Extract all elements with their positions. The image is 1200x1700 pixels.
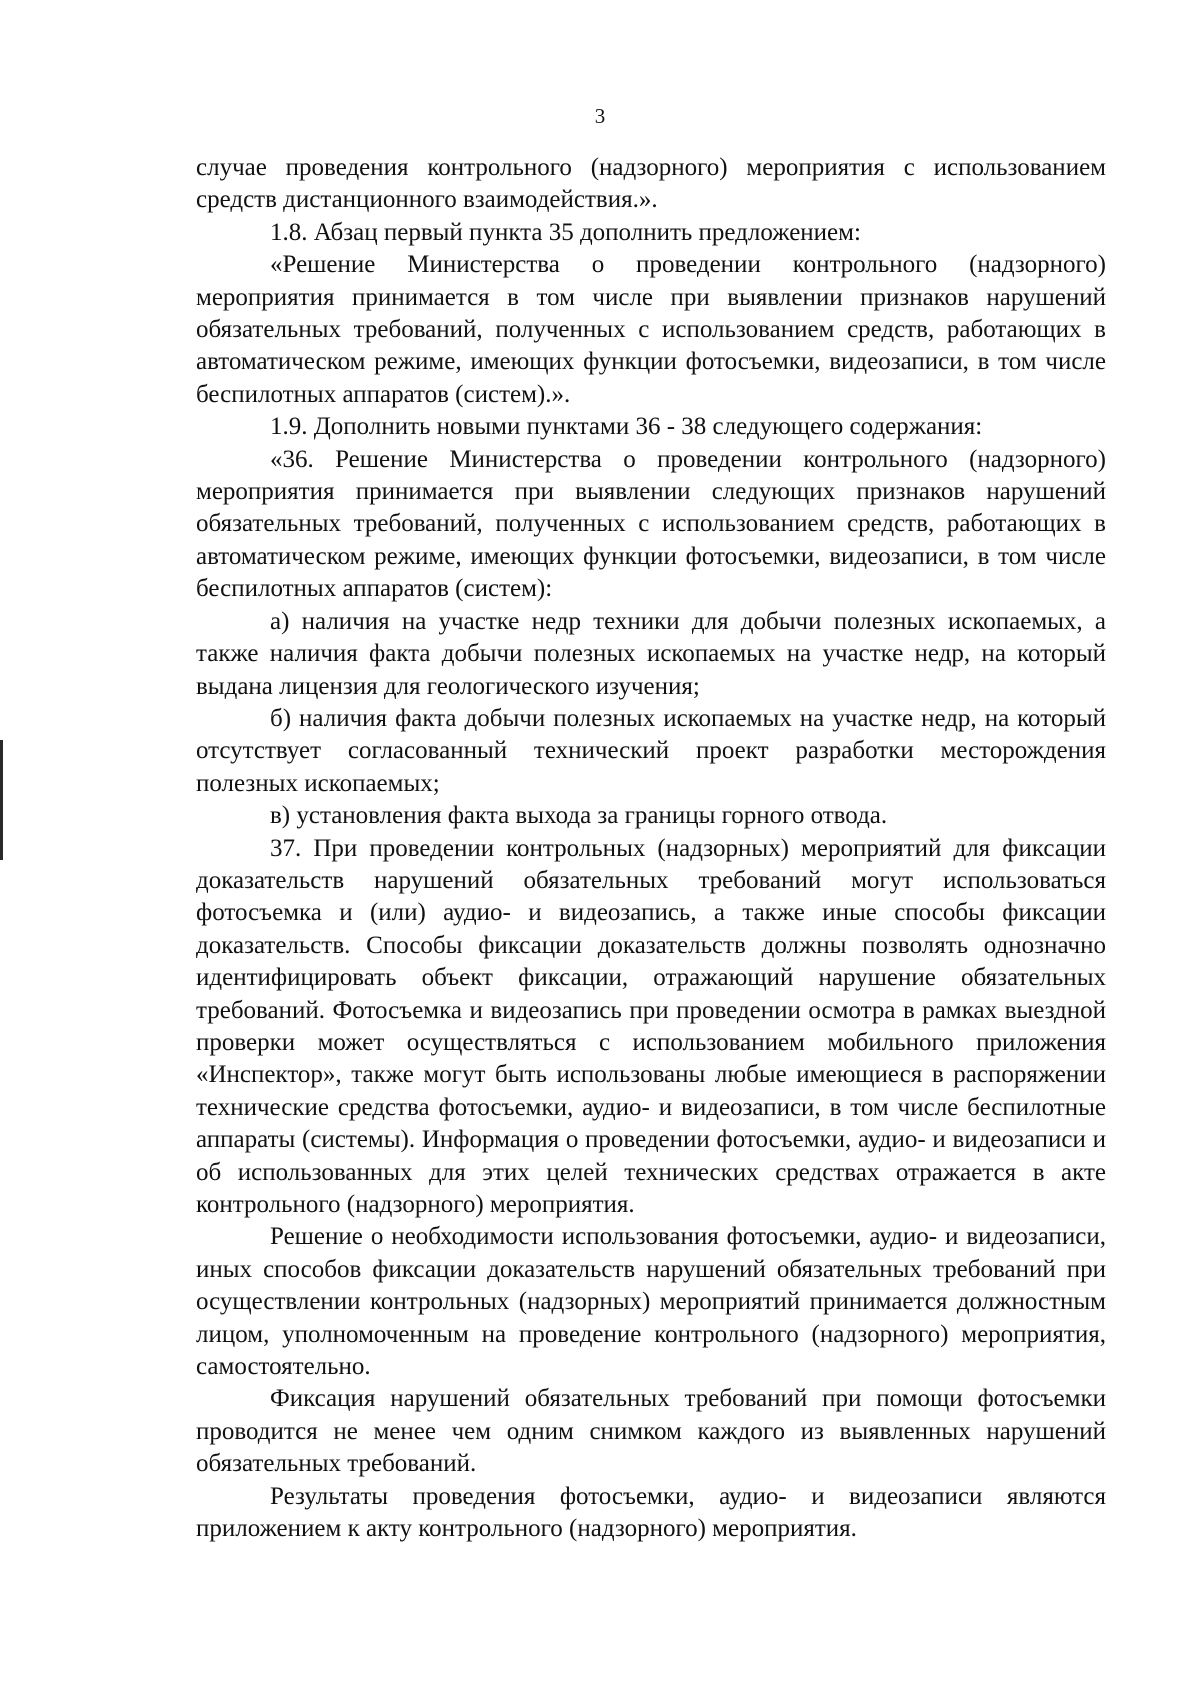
paragraph: «Решение Министерства о проведении контрольного (надзорного) мероприятия принимается в том числе при выявлении признаков нарушений обязательных требований, полученных с использованием средств, работающих в автоматическом режиме, имеющих функции фотосъемки, видеозаписи, в том числе беспилотных аппаратов (систем).». [196, 251, 1106, 408]
list-item: в) установления факта выхода за границы горного отвода. [270, 802, 888, 830]
paragraph: случае проведения контрольного (надзорного) мероприятия с использованием средств дистанционного взаимодействия.». [196, 154, 1106, 214]
paragraph: «36. Решение Министерства о проведении контрольного (надзорного) мероприятия принимается при выявлении следующих признаков нарушений обязательных требований, полученных с использованием средств, работающих в автоматическом режиме, имеющих функции фотосъемки, видеозаписи, в том числе беспилотных аппаратов (систем): [196, 445, 1106, 603]
page-number: 3 [594, 104, 606, 128]
paragraph: 1.8. Абзац первый пункта 35 дополнить предложением: [270, 218, 861, 246]
document-body [196, 152, 1106, 1545]
paragraph: 1.9. Дополнить новыми пунктами 36 - 38 следующего содержания: [270, 413, 983, 441]
list-item: а) наличия на участке недр техники для добычи полезных ископаемых, а также наличия факта добычи полезных ископаемых на участке недр, на который выдана лицензия для геологического изучения; [196, 607, 1106, 700]
scan-edge-mark [0, 740, 3, 860]
list-item: б) наличия факта добычи полезных ископаемых на участке недр, на который отсутствует согласованный технический проект разработки месторождения полезных ископаемых; [196, 704, 1106, 797]
paragraph: Результаты проведения фотосъемки, аудио- и видеозаписи являются приложением к акту контрольного (надзорного) мероприятия. [196, 1482, 1106, 1543]
paragraph: Решение о необходимости использования фотосъемки, аудио- и видеозаписи, иных способов фиксации доказательств нарушений обязательных требований при осуществлении контрольных (надзорных) мероприятий принимается должностным лицом, уполномоченным на проведение контрольного (надзорного) мероприятия, самостоятельно. [196, 1223, 1106, 1381]
paragraph: Фиксация нарушений обязательных требований при помощи фотосъемки проводится не менее чем одним снимком каждого из выявленных нарушений обязательных требований. [196, 1385, 1106, 1478]
paragraph: 37. При проведении контрольных (надзорных) мероприятий для фиксации доказательств нарушений обязательных требований могут использоваться фотосъемка и (или) аудио- и видеозапись, а также иные способы фиксации доказательств. Способы фиксации доказательств должны позволять однозначно идентифицировать объект фиксации, отражающий нарушение обязательных требований. Фотосъемка и видеозапись при проведении осмотра в рамках выездной проверки может осуществляться с использованием мобильного приложения «Инспектор», также могут быть использованы любые имеющиеся в распоряжении технические средства фотосъемки, аудио- и видеозаписи, в том числе беспилотные аппараты (системы). Информация о проведении фотосъемки, аудио- и видеозаписи и об использованных для этих целей технических средствах отражается в акте контрольного (надзорного) мероприятия. [196, 834, 1106, 1218]
